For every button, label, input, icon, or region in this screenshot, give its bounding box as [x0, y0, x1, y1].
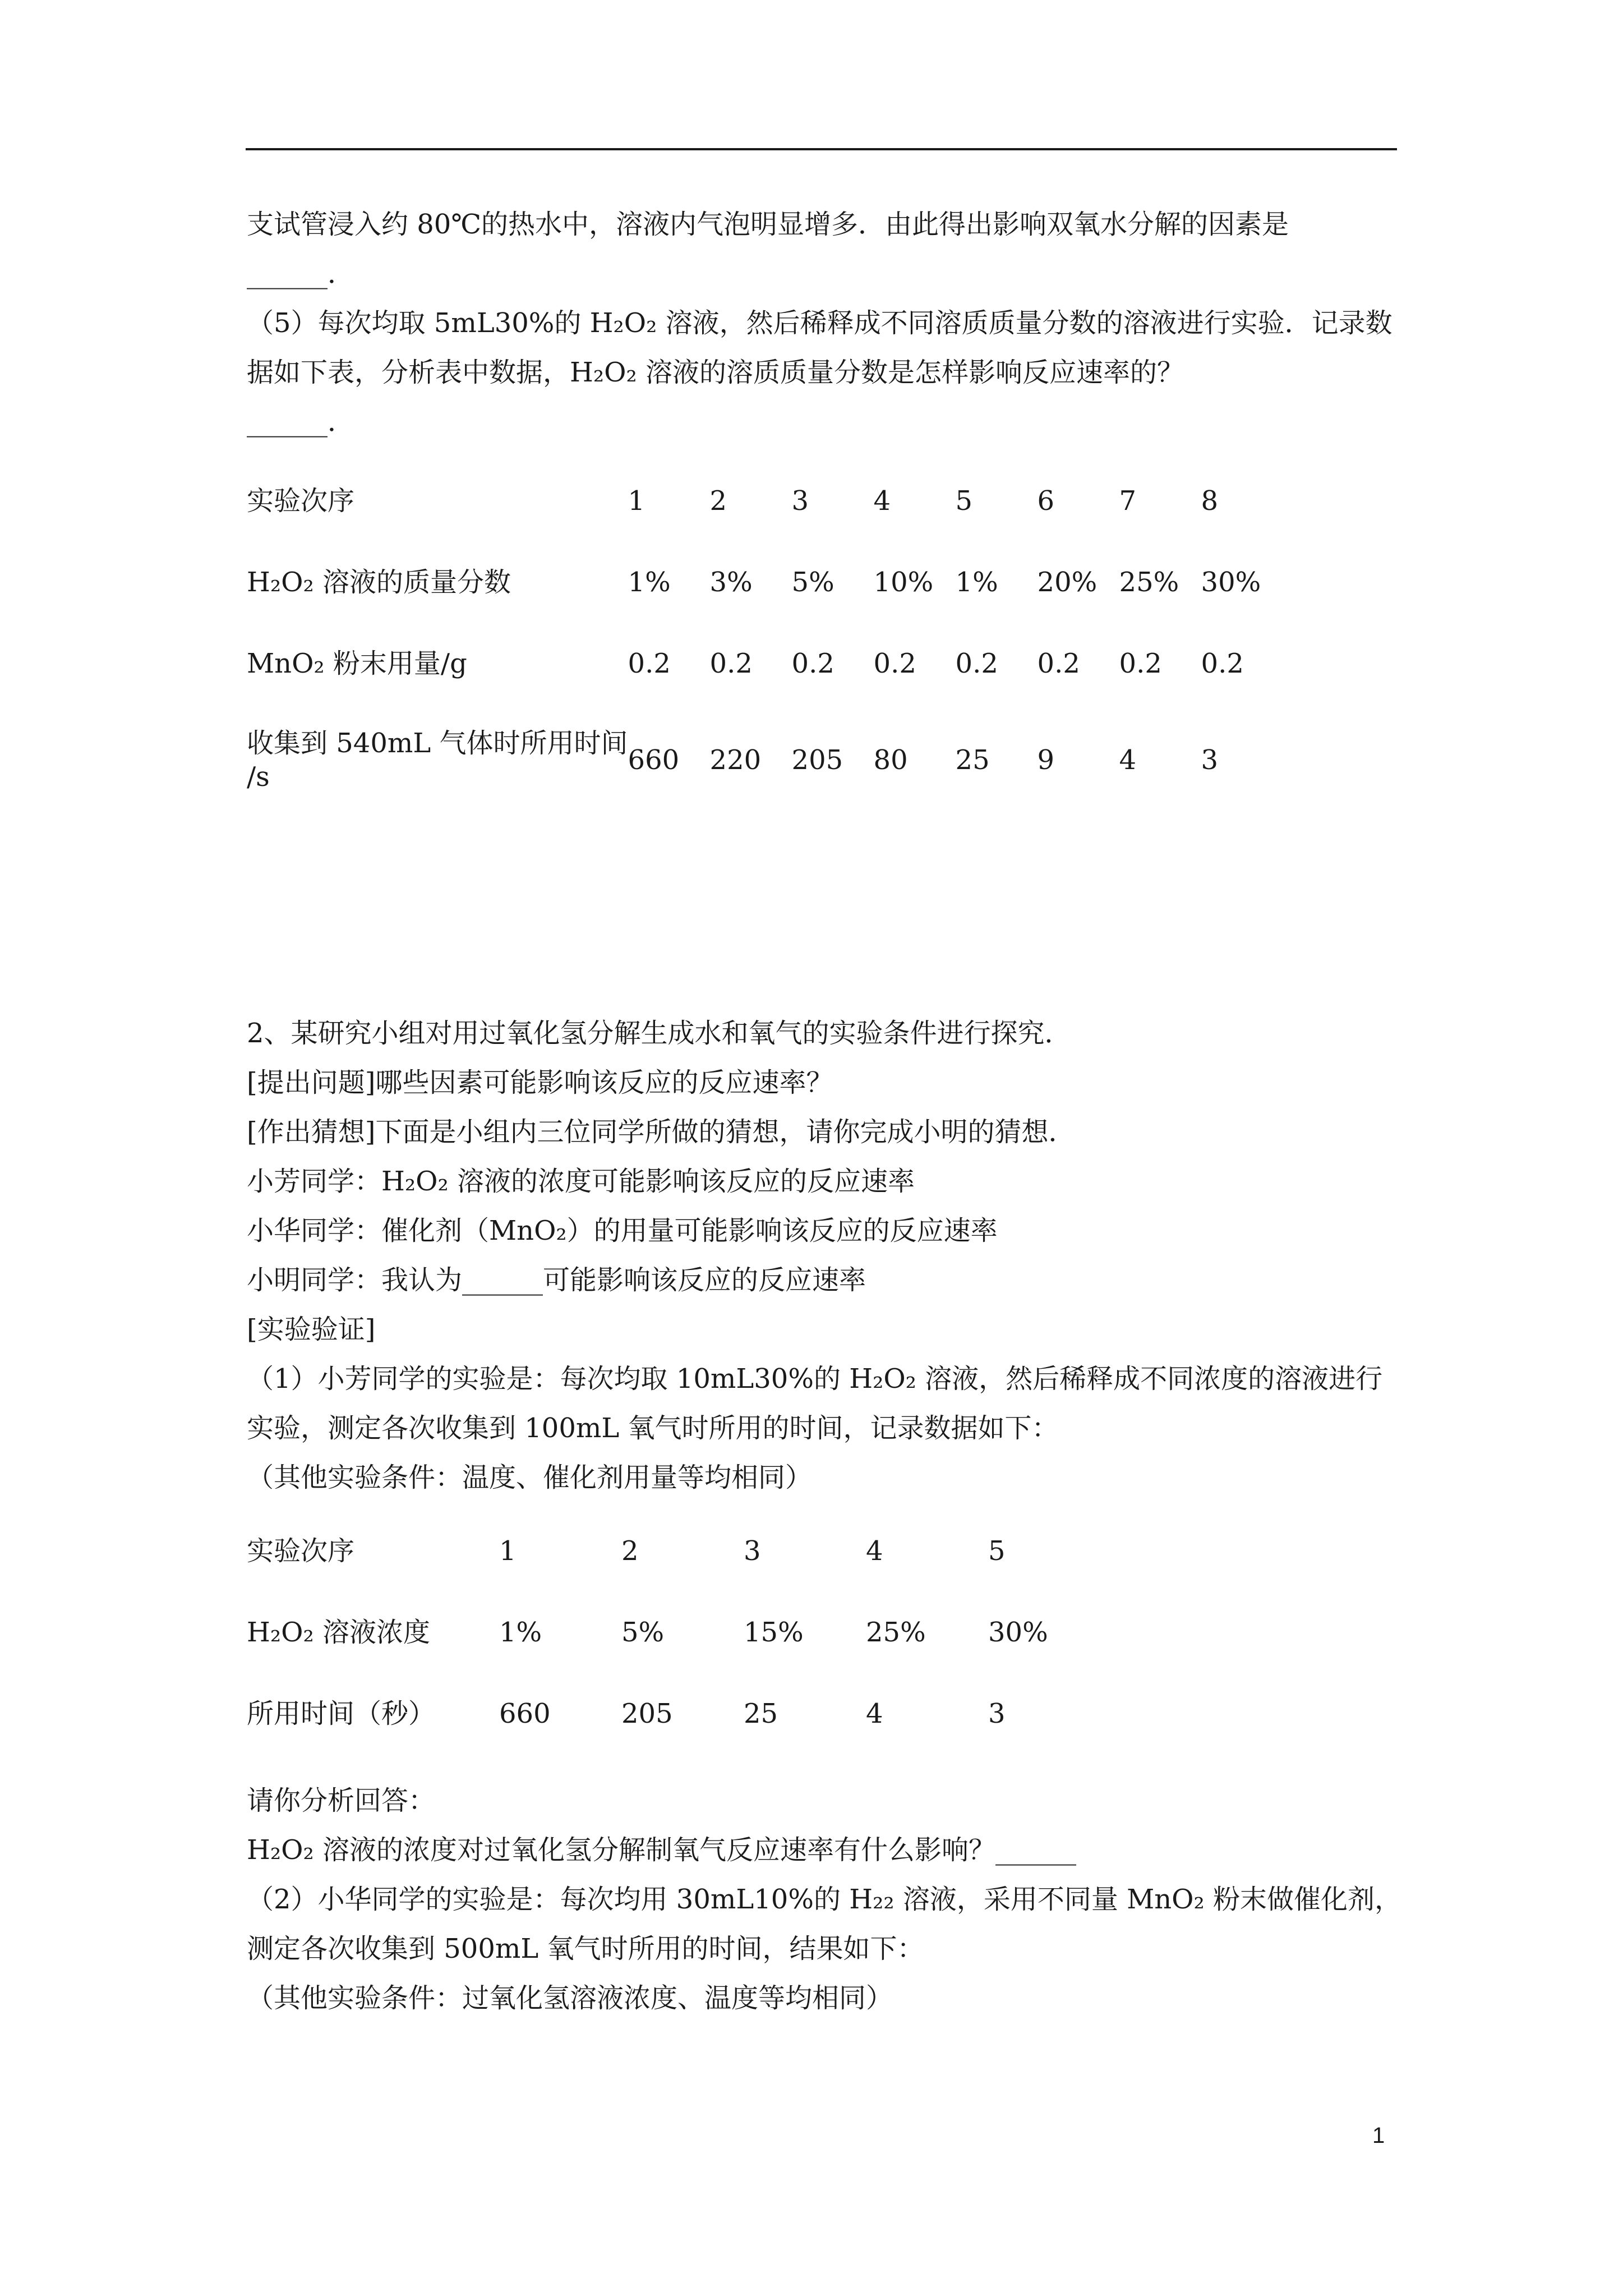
table-cell: 25%: [1119, 566, 1179, 598]
table-cell: 3: [1201, 744, 1219, 776]
text-line: 小华同学：催化剂（MnO₂）的用量可能影响该反应的反应速率: [247, 1215, 998, 1246]
table-cell: 0.2: [1037, 647, 1080, 679]
table-cell: 0.2: [873, 647, 916, 679]
table-cell: 3: [988, 1697, 1006, 1729]
table-cell: 4: [873, 485, 891, 517]
table-cell: 6: [1037, 485, 1055, 517]
table-cell: 3: [791, 485, 809, 517]
table-cell: 0.2: [709, 647, 753, 679]
table-cell: 5: [988, 1535, 1006, 1567]
answer-blank: ______．: [247, 406, 355, 438]
table-cell: 205: [621, 1697, 673, 1729]
table-cell: 3: [744, 1535, 761, 1567]
table-cell: 25: [744, 1697, 778, 1729]
text-line: 请你分析回答：: [247, 1785, 436, 1816]
text-line: 小芳同学：H₂O₂ 溶液的浓度可能影响该反应的反应速率: [247, 1166, 915, 1197]
row-label: 所用时间（秒）: [247, 1697, 436, 1729]
row-label: H₂O₂ 溶液浓度: [247, 1616, 430, 1648]
table-cell: 9: [1037, 744, 1055, 776]
question-5: （5）每次均取 5mL30%的 H₂O₂ 溶液，然后稀释成不同溶质质量分数的溶液进行实验．记录数: [247, 307, 1393, 339]
table-cell: 7: [1119, 485, 1137, 517]
table-cell: 0.2: [628, 647, 671, 679]
answer-blank: ______．: [247, 258, 355, 289]
table-cell: 2: [709, 485, 727, 517]
table-cell: 1%: [955, 566, 998, 598]
header-rule: [246, 148, 1397, 150]
table-cell: 30%: [1201, 566, 1261, 598]
table-cell: 30%: [988, 1616, 1048, 1648]
text-line: （其他实验条件：温度、催化剂用量等均相同）: [247, 1462, 813, 1493]
table-cell: 1: [628, 485, 645, 517]
table-row: [247, 623, 1283, 704]
text-line: [提出问题]哪些因素可能影响该反应的反应速率？: [247, 1067, 833, 1098]
table-cell: 220: [709, 744, 762, 776]
row-label-unit: /s: [247, 761, 270, 793]
table-cell: 25%: [866, 1616, 926, 1648]
table-cell: 0.2: [1201, 647, 1244, 679]
row-label: H₂O₂ 溶液的质量分数: [247, 566, 511, 598]
table-cell: 25: [955, 744, 990, 776]
table-cell: 20%: [1037, 566, 1098, 598]
page-number: 1: [1372, 2123, 1385, 2148]
table-cell: 5%: [621, 1616, 665, 1648]
table-row: [247, 1510, 1110, 1591]
table-cell: 205: [791, 744, 843, 776]
text-line: 据如下表，分析表中数据，H₂O₂ 溶液的溶质质量分数是怎样影响反应速率的？: [247, 357, 1184, 388]
table-cell: 660: [499, 1697, 551, 1729]
data-table-2: [247, 1510, 1110, 1754]
table-cell: 4: [866, 1535, 883, 1567]
table-cell: 2: [621, 1535, 639, 1567]
text-line: （其他实验条件：过氧化氢溶液浓度、温度等均相同）: [247, 1982, 893, 2014]
question-2-heading: 2、某研究小组对用过氧化氢分解生成水和氧气的实验条件进行探究．: [247, 1018, 1072, 1049]
row-label: 实验次序: [247, 1535, 355, 1567]
text-line: 支试管浸入约 80℃的热水中，溶液内气泡明显增多．由此得出影响双氧水分解的因素是: [247, 209, 1289, 240]
table-cell: 660: [628, 744, 680, 776]
text-line: 实验，测定各次收集到 100mL 氧气时所用的时间，记录数据如下：: [247, 1412, 1059, 1444]
text-line: H₂O₂ 溶液的浓度对过氧化氢分解制氧气反应速率有什么影响？______: [247, 1834, 1076, 1866]
table-cell: 3%: [709, 566, 753, 598]
data-table-1: [247, 460, 1283, 816]
text-line: 小明同学：我认为______可能影响该反应的反应速率: [247, 1264, 866, 1296]
text-line: （1）小芳同学的实验是：每次均取 10mL30%的 H₂O₂ 溶液，然后稀释成不同浓度的溶液进行: [247, 1363, 1383, 1395]
table-cell: 5%: [791, 566, 834, 598]
table-cell: 1%: [628, 566, 671, 598]
table-cell: 0.2: [955, 647, 998, 679]
row-label: MnO₂ 粉末用量/g: [247, 647, 467, 679]
row-label: 实验次序: [247, 485, 355, 517]
row-label: [247, 704, 628, 816]
table-cell: 4: [1119, 744, 1137, 776]
text-line: [作出猜想]下面是小组内三位同学所做的猜想，请你完成小明的猜想．: [247, 1116, 1076, 1148]
table-cell: 8: [1201, 485, 1219, 517]
table-cell: 1%: [499, 1616, 542, 1648]
table-row: [247, 704, 1283, 816]
table-cell: 0.2: [1119, 647, 1162, 679]
table-cell: 5: [955, 485, 973, 517]
table-cell: 0.2: [791, 647, 834, 679]
table-cell: 80: [873, 744, 908, 776]
table-row: [247, 541, 1283, 623]
text-line: 测定各次收集到 500mL 氧气时所用的时间，结果如下：: [247, 1933, 924, 1964]
table-cell: 1: [499, 1535, 517, 1567]
table-cell: 4: [866, 1697, 883, 1729]
table-cell: 15%: [744, 1616, 804, 1648]
text-line: [实验验证]: [247, 1314, 376, 1345]
table-cell: 10%: [873, 566, 934, 598]
text-line: （2）小华同学的实验是：每次均用 30mL10%的 H₂₂ 溶液，采用不同量 MnO₂ 粉末做催化剂，: [247, 1884, 1401, 1915]
table-row: [247, 1591, 1110, 1673]
table-row: [247, 460, 1283, 541]
row-label-line: 收集到 540mL 气体时所用时间: [247, 728, 628, 759]
table-row: [247, 1673, 1110, 1754]
